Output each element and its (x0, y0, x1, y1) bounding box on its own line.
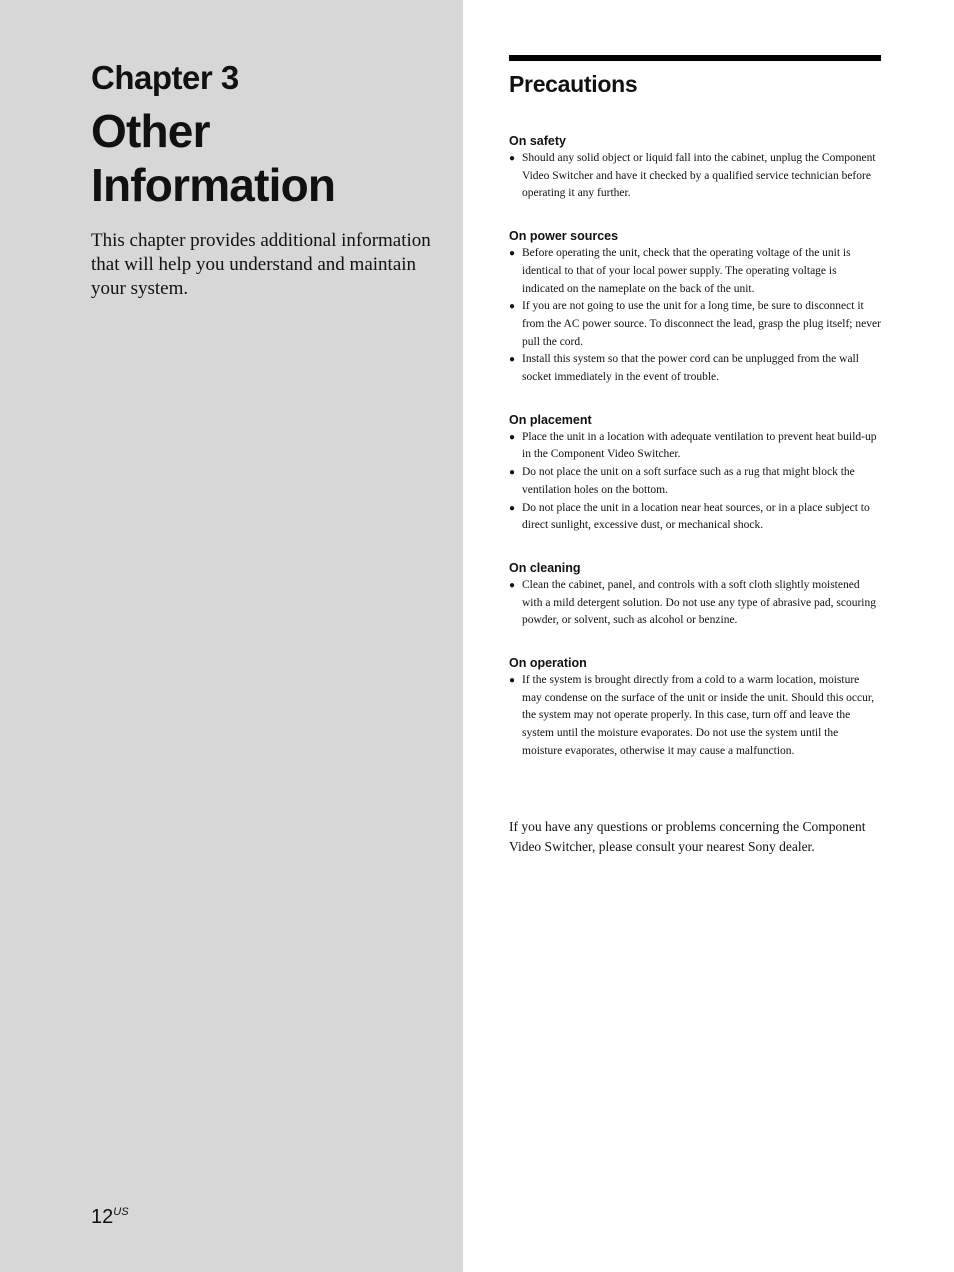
bullet-icon: ● (509, 248, 516, 260)
chapter-title: Other Information (91, 105, 336, 211)
subsection-title: On power sources (509, 229, 619, 244)
subsection-title: On operation (509, 656, 587, 671)
bullet-icon: ● (509, 579, 516, 591)
bullet-list (509, 577, 881, 630)
section-heading: Precautions (509, 71, 638, 97)
bullet-list (509, 245, 881, 387)
bullet-list (509, 150, 881, 203)
list-item-text: Before operating the unit, check that the operating voltage of the unit is identical to that of your local power supply. The operating voltage is indicated on the nameplate on the back of the unit. (522, 247, 851, 295)
bullet-list (509, 429, 881, 535)
list-item-text: Should any solid object or liquid fall into the cabinet, unplug the Component Video Switcher and have it checked by a qualified service technician before operating it any further. (522, 152, 876, 200)
list-item (509, 298, 881, 351)
chapter-panel (0, 0, 463, 1272)
page-number (91, 1200, 129, 1229)
list-item-text: Do not place the unit on a soft surface such as a rug that might block the ventilation holes on the bottom. (522, 466, 855, 496)
bullet-icon: ● (509, 467, 516, 479)
list-item (509, 577, 881, 630)
subsection-on-safety (509, 133, 881, 203)
bullet-icon: ● (509, 502, 516, 514)
subsection-title: On safety (509, 134, 566, 148)
list-item (509, 245, 881, 298)
list-item (509, 429, 881, 464)
bullet-icon: ● (509, 301, 516, 313)
chapter-label: Chapter 3 (91, 59, 239, 96)
list-item-text: Clean the cabinet, panel, and controls with a soft cloth slightly moistened with a mild detergent solution. Do not use any type of abrasive pad, scouring powder, or solvent, such as alcohol or benzine. (522, 578, 876, 627)
subsection-on-placement (509, 412, 881, 535)
page-number-suffix: US (113, 1206, 129, 1218)
list-item (509, 351, 881, 386)
bullet-list (509, 672, 881, 761)
heading-rule (509, 55, 881, 61)
bullet-icon: ● (509, 431, 516, 443)
subsection-on-cleaning (509, 560, 881, 630)
list-item (509, 672, 881, 761)
bullet-icon: ● (509, 354, 516, 366)
list-item-text: Do not place the unit in a location near heat sources, or in a place subject to direct sunlight, excessive dust, or mechanical shock. (522, 501, 870, 532)
subsection-on-operation (509, 655, 881, 761)
chapter-intro: This chapter provides additional information that will help you understand and maintain your system. (91, 230, 431, 299)
list-item-text: If you are not going to use the unit for a long time, be sure to disconnect it from the AC power source. To disconnect the lead, grasp the plug itself; never pull the cord. (522, 300, 881, 348)
list-item (509, 500, 881, 535)
list-item (509, 150, 881, 203)
list-item-text: Install this system so that the power cord can be unplugged from the wall socket immediately in the event of trouble. (522, 353, 859, 384)
bullet-icon: ● (509, 675, 516, 687)
precautions-column (509, 55, 881, 761)
bullet-icon: ● (509, 153, 516, 164)
page-number-value: 12 (91, 1206, 114, 1228)
list-item-text: If the system is brought directly from a cold to a warm location, moisture may condense on the surface of the unit or inside the unit. Should this occur, the system may not operate properly. In this case, turn off and leave the system until the moisture evaporates. Do not use the system until the moisture evaporates, otherwise it may cause a malfunction. (522, 674, 875, 757)
closing-note: If you have any questions or problems concerning the Component Video Switcher, please consult your nearest Sony dealer. (509, 819, 866, 854)
list-item (509, 464, 881, 499)
list-item-text: Place the unit in a location with adequate ventilation to prevent heat build-up in the Component Video Switcher. (522, 430, 877, 461)
subsection-on-power-sources (509, 228, 881, 387)
subsection-title: On cleaning (509, 560, 581, 575)
subsection-title: On placement (509, 412, 592, 427)
